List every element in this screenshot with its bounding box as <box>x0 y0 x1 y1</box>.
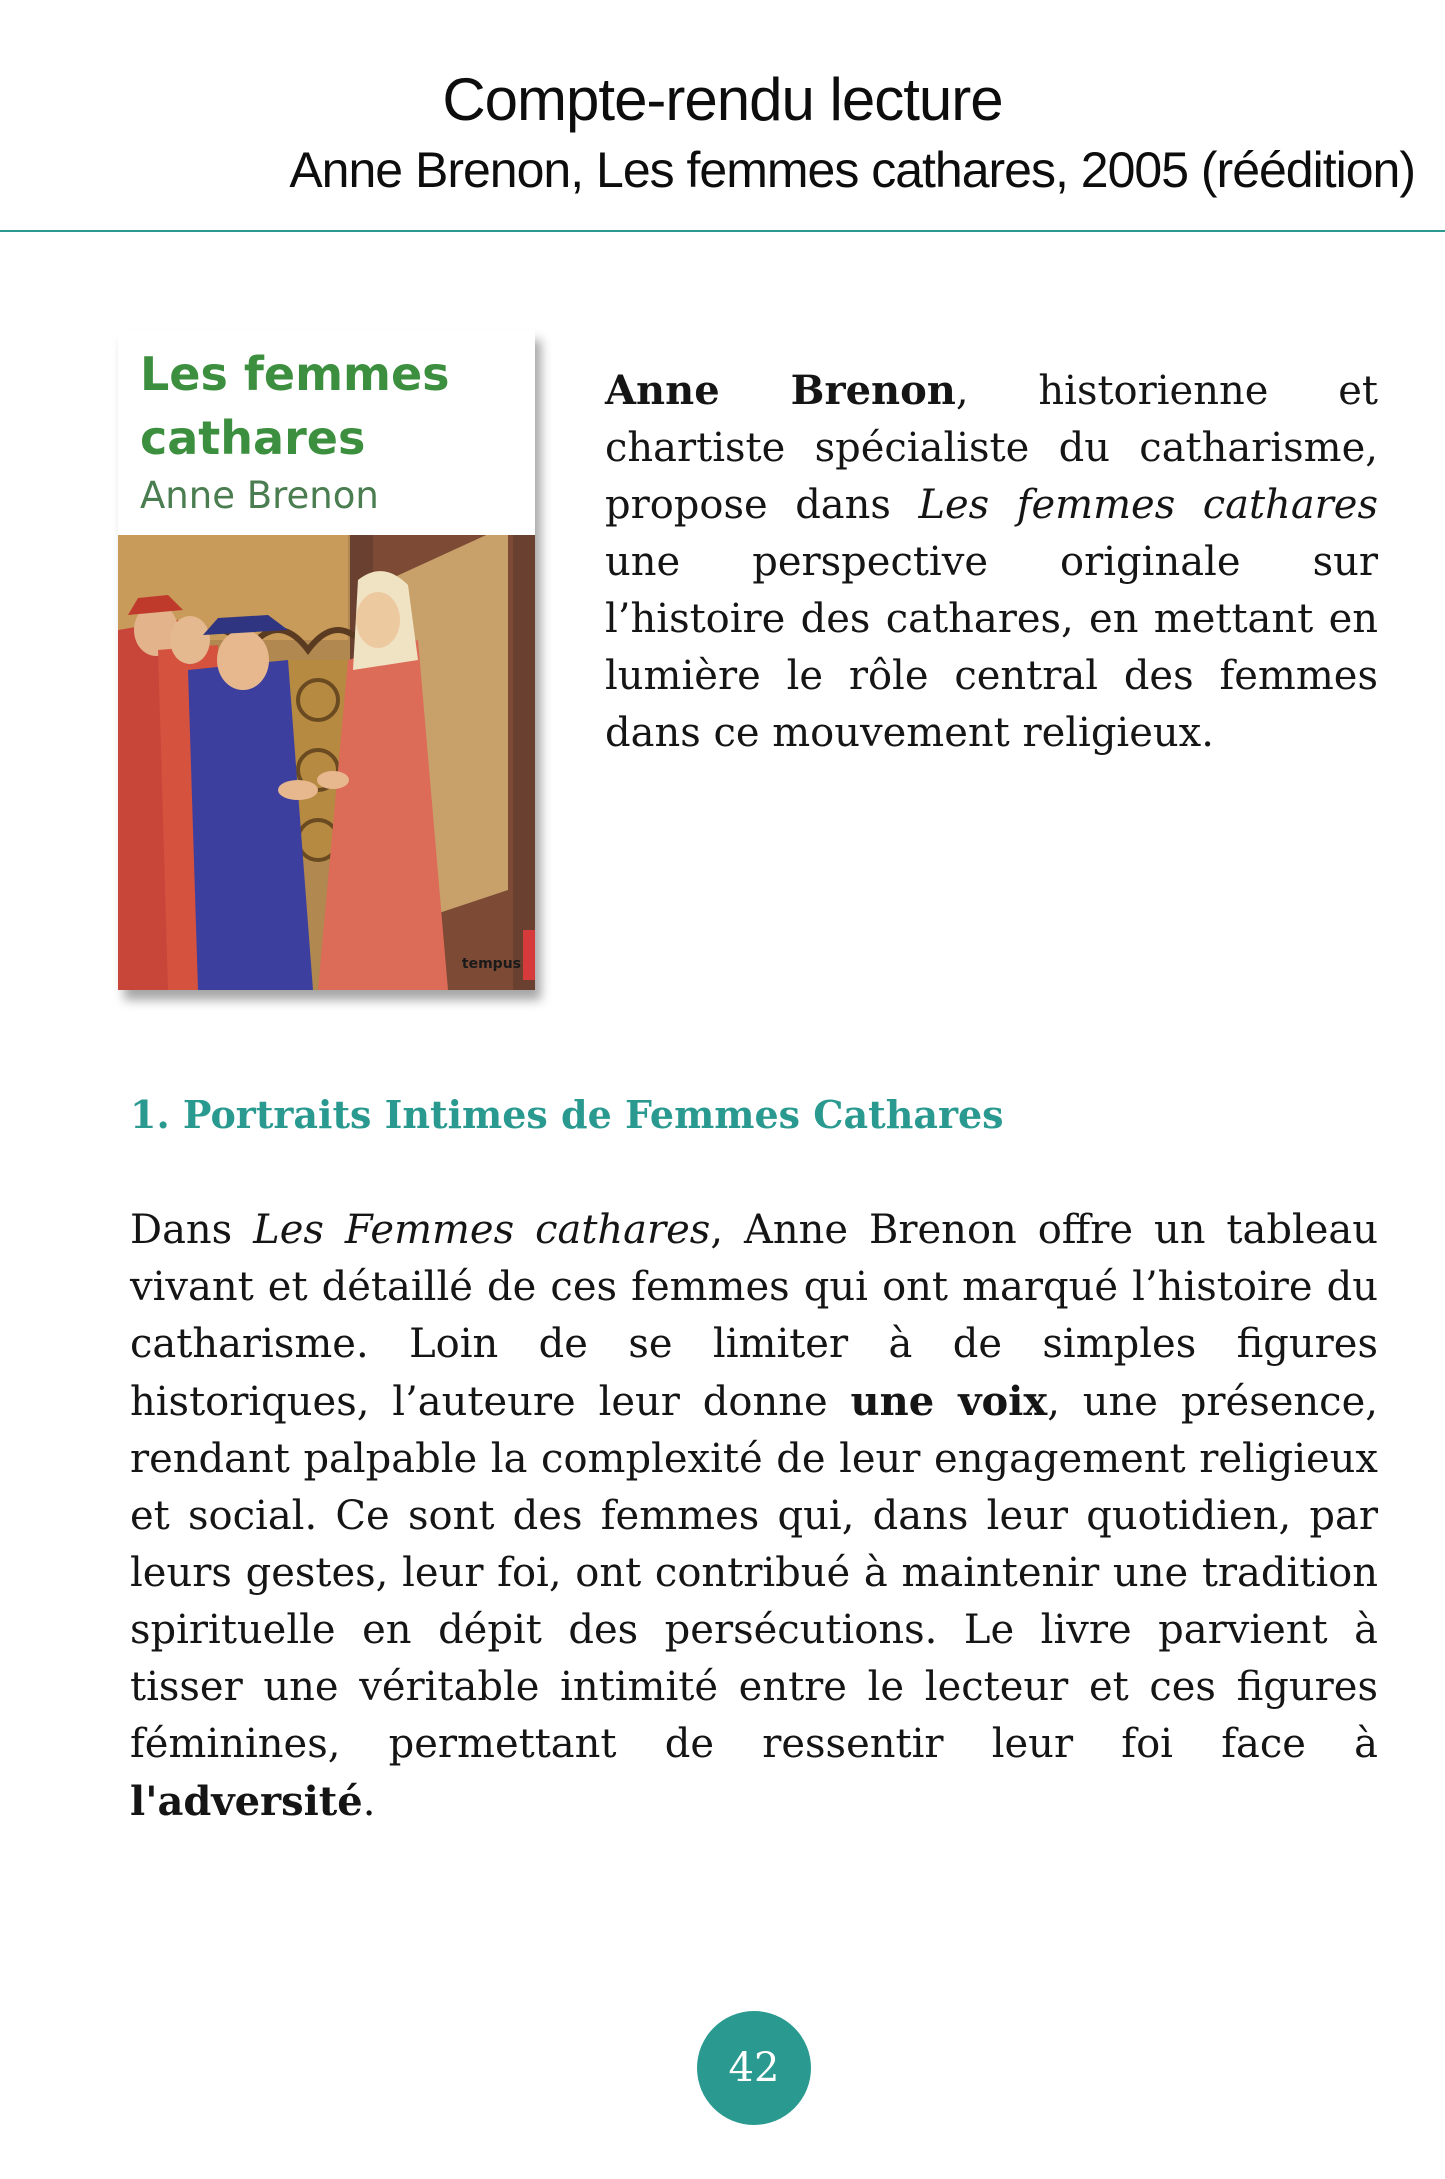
body-bold-2: l'adversité <box>130 1778 363 1825</box>
intro-text-1: , historienne et chartiste spécialiste du catharisme, propose dans <box>605 368 1378 528</box>
body-book-title: Les Femmes cathares <box>253 1207 711 1253</box>
intro-text-2: une perspective originale sur l’histoire des cathares, en mettant en lumière le rôle central des femmes dans ce mouvement religieux. <box>605 539 1378 756</box>
header-title: Compte-rendu lecture <box>442 66 1003 133</box>
page-header <box>0 0 1445 232</box>
cover-title: Les femmes cathares <box>140 347 450 465</box>
section-heading: 1. Portraits Intimes de Femmes Cathares <box>130 1092 1004 1137</box>
body-text-1: Dans <box>130 1207 254 1253</box>
cover-author: Anne Brenon <box>140 474 379 517</box>
body-text-2: , Anne Brenon offre un tableau vivant et détaillé de ces femmes qui ont marqué l’histoire du catharisme. Loin de se limiter à de simples figures historiques, l’auteure leur donne <box>130 1207 1378 1425</box>
body-bold-1: une voix <box>850 1378 1048 1425</box>
intro-book-title: Les femmes cathares <box>918 482 1378 528</box>
header-subtitle: Anne Brenon, Les femmes cathares, 2005 (réédition) <box>289 142 1415 198</box>
cover-publisher: tempus <box>461 956 521 972</box>
body-text-4: . <box>362 1779 376 1825</box>
page-number: 42 <box>697 2011 811 2125</box>
intro-paragraph <box>605 362 1378 762</box>
body-paragraph <box>130 1202 1378 1831</box>
header-divider <box>0 230 1445 232</box>
book-cover <box>118 330 535 990</box>
author-name: Anne Brenon <box>605 367 956 414</box>
body-text-3: , une présence, rendant palpable la complexité de leur engagement religieux et social. Ce sont des femmes qui, dans leur quotidien, par leurs gestes, leur foi, ont contribué à maintenir une tradition spirituelle en dépit des persécutions. Le livre parvient à tisser une véritable intimité entre le lecteur et ces figures féminines, permettant de ressentir leur foi face à <box>130 1379 1378 1767</box>
